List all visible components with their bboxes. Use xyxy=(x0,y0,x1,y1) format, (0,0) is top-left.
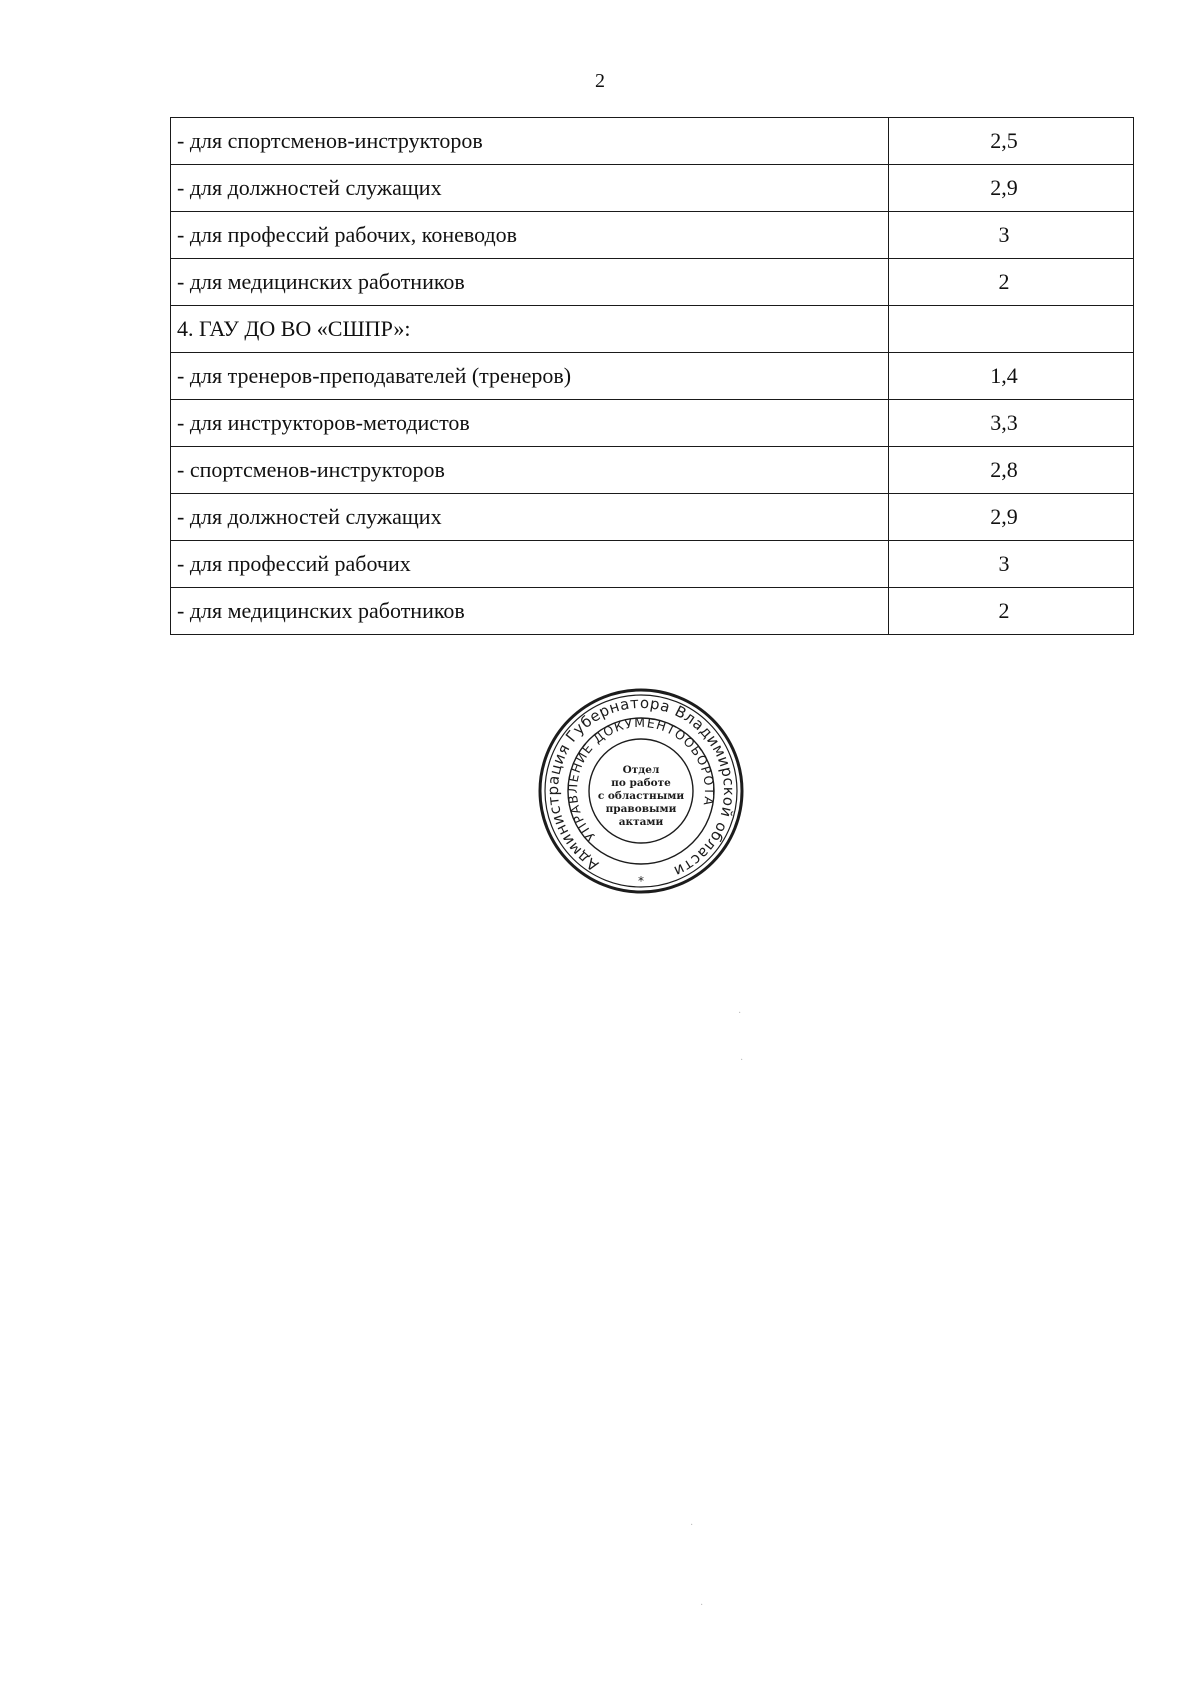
seal-center-line: Отдел xyxy=(622,764,660,776)
seal-outer-text: Администрация Губернатора Владимирской области xyxy=(543,693,739,881)
table-row-section-heading xyxy=(171,306,1134,353)
row-label: - для медицинских работников xyxy=(171,259,889,306)
row-label: - для профессий рабочих xyxy=(171,541,889,588)
seal-star-icon: * xyxy=(638,874,644,888)
coefficient-table xyxy=(170,117,1134,635)
row-label: - для медицинских работников xyxy=(171,588,889,635)
row-value xyxy=(889,306,1134,353)
table-row xyxy=(171,353,1134,400)
seal-center-line: по работе xyxy=(611,777,671,789)
row-value: 2 xyxy=(889,259,1134,306)
table-row xyxy=(171,212,1134,259)
row-label: - для профессий рабочих, коневодов xyxy=(171,212,889,259)
row-label: - для должностей служащих xyxy=(171,494,889,541)
row-value: 1,4 xyxy=(889,353,1134,400)
table-row xyxy=(171,447,1134,494)
table-row xyxy=(171,400,1134,447)
row-value: 2 xyxy=(889,588,1134,635)
row-label: - для должностей служащих xyxy=(171,165,889,212)
row-value: 2,9 xyxy=(889,165,1134,212)
page-number: 2 xyxy=(595,70,605,92)
row-value: 3 xyxy=(889,541,1134,588)
row-value: 3 xyxy=(889,212,1134,259)
table-row xyxy=(171,541,1134,588)
scan-noise: · xyxy=(690,1520,694,1531)
official-seal-stamp xyxy=(538,688,744,894)
row-value: 3,3 xyxy=(889,400,1134,447)
seal-center-line: с областными xyxy=(597,790,685,802)
table-row xyxy=(171,118,1134,165)
scan-noise: · xyxy=(700,1600,704,1611)
seal-center-line: актами xyxy=(618,816,664,828)
row-label: - для тренеров-преподавателей (тренеров) xyxy=(171,353,889,400)
table-row xyxy=(171,165,1134,212)
row-value: 2,5 xyxy=(889,118,1134,165)
scan-noise: · xyxy=(738,1008,742,1019)
table-row xyxy=(171,494,1134,541)
scan-noise: · xyxy=(740,1055,744,1066)
table-row xyxy=(171,259,1134,306)
section-heading: 4. ГАУ ДО ВО «СШПР»: xyxy=(171,306,889,353)
table-row xyxy=(171,588,1134,635)
row-label: - для инструкторов-методистов xyxy=(171,400,889,447)
row-label: - для спортсменов-инструкторов xyxy=(171,118,889,165)
row-value: 2,9 xyxy=(889,494,1134,541)
row-label: - спортсменов-инструкторов xyxy=(171,447,889,494)
row-value: 2,8 xyxy=(889,447,1134,494)
seal-middle-text: УПРАВЛЕНИЕ ДОКУМЕНТООБОРОТА xyxy=(564,714,718,845)
seal-center-line: правовыми xyxy=(605,803,677,815)
